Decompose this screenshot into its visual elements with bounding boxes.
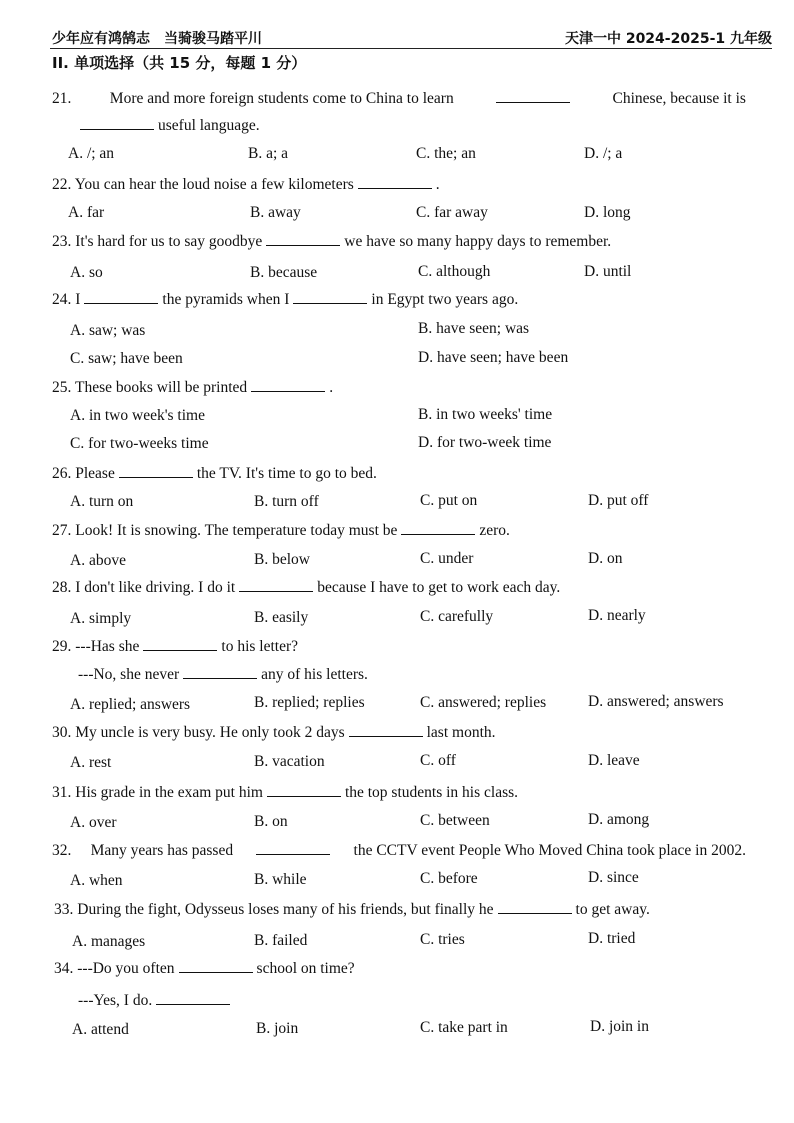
question-text: ---No, she never xyxy=(78,666,180,683)
option-21-d[interactable]: D. /; a xyxy=(584,145,623,162)
question-32 xyxy=(52,842,746,860)
answer-blank[interactable] xyxy=(183,666,257,679)
answer-blank[interactable] xyxy=(251,379,325,392)
option-26-c[interactable]: C. put on xyxy=(420,492,478,509)
option-22-a[interactable]: A. far xyxy=(68,204,105,221)
question-number: 23. xyxy=(52,233,76,250)
option-29-b[interactable]: B. replied; replies xyxy=(254,694,365,711)
option-22-b[interactable]: B. away xyxy=(250,204,301,221)
question-text: because I have to get to work each day. xyxy=(317,579,561,596)
question-25 xyxy=(52,379,333,397)
option-27-a[interactable]: A. above xyxy=(70,552,126,569)
option-24-b[interactable]: B. have seen; was xyxy=(418,320,530,337)
option-24-c[interactable]: C. saw; have been xyxy=(70,350,183,367)
question-text: I don't like driving. I do it xyxy=(75,579,236,596)
question-text: any of his letters. xyxy=(261,666,368,683)
answer-blank[interactable] xyxy=(239,579,313,592)
question-21-line-2 xyxy=(80,117,260,135)
question-text: His grade in the exam put him xyxy=(75,784,263,801)
option-22-c[interactable]: C. far away xyxy=(416,204,488,221)
answer-blank[interactable] xyxy=(267,784,341,797)
option-29-d[interactable]: D. answered; answers xyxy=(588,693,724,710)
question-text: to get away. xyxy=(575,901,650,918)
question-text: to his letter? xyxy=(221,638,299,655)
question-text: the pyramids when I xyxy=(162,291,290,308)
question-text: zero. xyxy=(479,522,510,539)
option-24-a[interactable]: A. saw; was xyxy=(70,322,146,339)
option-26-a[interactable]: A. turn on xyxy=(70,493,134,510)
answer-blank[interactable] xyxy=(349,724,423,737)
question-34 xyxy=(54,960,355,978)
question-number: 34. xyxy=(54,960,78,977)
option-25-d[interactable]: D. for two-week time xyxy=(418,434,552,451)
question-text: the top students in his class. xyxy=(344,784,519,801)
section-title: II. 单项选择（共 15 分，每题 1 分） xyxy=(52,54,307,72)
option-30-d[interactable]: D. leave xyxy=(588,752,640,769)
option-31-d[interactable]: D. among xyxy=(588,811,650,828)
option-23-b[interactable]: B. because xyxy=(250,264,318,281)
question-text: . xyxy=(329,379,334,396)
option-31-a[interactable]: A. over xyxy=(70,814,117,831)
question-text: ---Do you often xyxy=(77,960,175,977)
option-26-b[interactable]: B. turn off xyxy=(254,493,319,510)
option-25-c[interactable]: C. for two-weeks time xyxy=(70,435,209,452)
question-31 xyxy=(52,784,518,802)
option-34-b[interactable]: B. join xyxy=(256,1020,299,1037)
answer-blank[interactable] xyxy=(156,992,230,1005)
question-number: 30. xyxy=(52,724,76,741)
question-29-line-2 xyxy=(78,666,368,684)
answer-blank[interactable] xyxy=(119,465,193,478)
option-28-a[interactable]: A. simply xyxy=(70,610,132,627)
question-text: Many years has passed xyxy=(90,842,234,859)
question-number: 24. xyxy=(52,291,76,308)
question-text: the CCTV event People Who Moved China took place in 2002. xyxy=(353,842,746,859)
answer-blank[interactable] xyxy=(358,176,432,189)
question-number: 28. xyxy=(52,579,76,596)
header-motto: 少年应有鸿鹄志 当骑骏马踏平川 xyxy=(52,31,262,47)
question-29 xyxy=(52,638,298,656)
answer-blank[interactable] xyxy=(256,842,330,855)
question-text: the TV. It's time to go to bed. xyxy=(196,465,377,482)
question-23 xyxy=(52,233,611,251)
option-25-b[interactable]: B. in two weeks' time xyxy=(418,406,553,423)
answer-blank[interactable] xyxy=(293,291,367,304)
option-27-d[interactable]: D. on xyxy=(588,550,623,567)
option-31-b[interactable]: B. on xyxy=(254,813,288,830)
answer-blank[interactable] xyxy=(401,522,475,535)
question-number: 29. xyxy=(52,638,76,655)
question-number: 27. xyxy=(52,522,76,539)
question-text: school on time? xyxy=(256,960,355,977)
question-28 xyxy=(52,579,560,597)
answer-blank[interactable] xyxy=(266,233,340,246)
question-number: 21. xyxy=(52,90,72,107)
option-33-b[interactable]: B. failed xyxy=(254,932,308,949)
option-32-a[interactable]: A. when xyxy=(70,872,123,889)
question-number: 25. xyxy=(52,379,75,396)
option-34-c[interactable]: C. take part in xyxy=(420,1019,508,1036)
question-34-line-2 xyxy=(78,992,234,1010)
option-27-c[interactable]: C. under xyxy=(420,550,474,567)
question-text: useful language. xyxy=(158,117,260,134)
option-23-c[interactable]: C. although xyxy=(418,263,491,280)
question-text: My uncle is very busy. He only took 2 days xyxy=(75,724,345,741)
answer-blank[interactable] xyxy=(496,90,570,103)
answer-blank[interactable] xyxy=(498,901,572,914)
option-32-d[interactable]: D. since xyxy=(588,869,639,886)
question-text: ---Has she xyxy=(75,638,140,655)
question-number: 31. xyxy=(52,784,76,801)
question-21 xyxy=(52,90,746,108)
option-29-c[interactable]: C. answered; replies xyxy=(420,694,547,711)
option-32-b[interactable]: B. while xyxy=(254,871,307,888)
option-34-a[interactable]: A. attend xyxy=(72,1021,129,1038)
option-29-a[interactable]: A. replied; answers xyxy=(70,696,191,713)
question-24 xyxy=(52,291,518,309)
page-header xyxy=(50,26,772,49)
option-30-c[interactable]: C. off xyxy=(420,752,456,769)
question-30 xyxy=(52,724,496,742)
question-text: You can hear the loud noise a few kilometers xyxy=(74,176,354,193)
option-30-a[interactable]: A. rest xyxy=(70,754,112,771)
option-26-d[interactable]: D. put off xyxy=(588,492,649,509)
option-32-c[interactable]: C. before xyxy=(420,870,478,887)
question-text: During the fight, Odysseus loses many of his friends, but finally he xyxy=(77,901,494,918)
option-28-d[interactable]: D. nearly xyxy=(588,607,646,624)
answer-blank[interactable] xyxy=(143,638,217,651)
answer-blank[interactable] xyxy=(80,117,154,130)
answer-blank[interactable] xyxy=(84,291,158,304)
option-23-a[interactable]: A. so xyxy=(70,264,103,281)
option-25-a[interactable]: A. in two week's time xyxy=(70,407,205,424)
question-text: ---Yes, I do. xyxy=(78,992,153,1009)
question-text: . xyxy=(435,176,440,193)
question-33 xyxy=(54,901,650,919)
option-24-d[interactable]: D. have seen; have been xyxy=(418,349,569,366)
option-33-d[interactable]: D. tried xyxy=(588,930,636,947)
question-text: I xyxy=(75,291,81,308)
option-34-d[interactable]: D. join in xyxy=(590,1018,649,1035)
question-text: last month. xyxy=(426,724,496,741)
question-number: 32. xyxy=(52,842,72,859)
option-30-b[interactable]: B. vacation xyxy=(254,753,325,770)
option-27-b[interactable]: B. below xyxy=(254,551,310,568)
question-text: Look! It is snowing. The temperature today must be xyxy=(75,522,398,539)
option-21-a[interactable]: A. /; an xyxy=(68,145,115,162)
option-33-c[interactable]: C. tries xyxy=(420,931,465,948)
option-23-d[interactable]: D. until xyxy=(584,263,632,280)
option-33-a[interactable]: A. manages xyxy=(72,933,146,950)
question-text: in Egypt two years ago. xyxy=(371,291,519,308)
question-number: 26. xyxy=(52,465,76,482)
question-text: we have so many happy days to remember. xyxy=(344,233,612,250)
option-28-b[interactable]: B. easily xyxy=(254,609,309,626)
question-text: Please xyxy=(75,465,115,482)
option-22-d[interactable]: D. long xyxy=(584,204,631,221)
option-21-c[interactable]: C. the; an xyxy=(416,145,476,162)
question-text: These books will be printed xyxy=(74,379,248,396)
question-text: Chinese, because it is xyxy=(612,90,746,107)
question-26 xyxy=(52,465,377,483)
question-number: 33. xyxy=(54,901,78,918)
question-text: More and more foreign students come to China to learn xyxy=(109,90,454,107)
option-28-c[interactable]: C. carefully xyxy=(420,608,494,625)
option-31-c[interactable]: C. between xyxy=(420,812,490,829)
answer-blank[interactable] xyxy=(179,960,253,973)
question-text: It's hard for us to say goodbye xyxy=(75,233,263,250)
header-school: 天津一中 2024-2025-1 九年级 xyxy=(564,31,772,47)
question-number: 22. xyxy=(52,176,75,193)
option-21-b[interactable]: B. a; a xyxy=(248,145,289,162)
question-27 xyxy=(52,522,510,540)
question-22 xyxy=(52,176,440,194)
